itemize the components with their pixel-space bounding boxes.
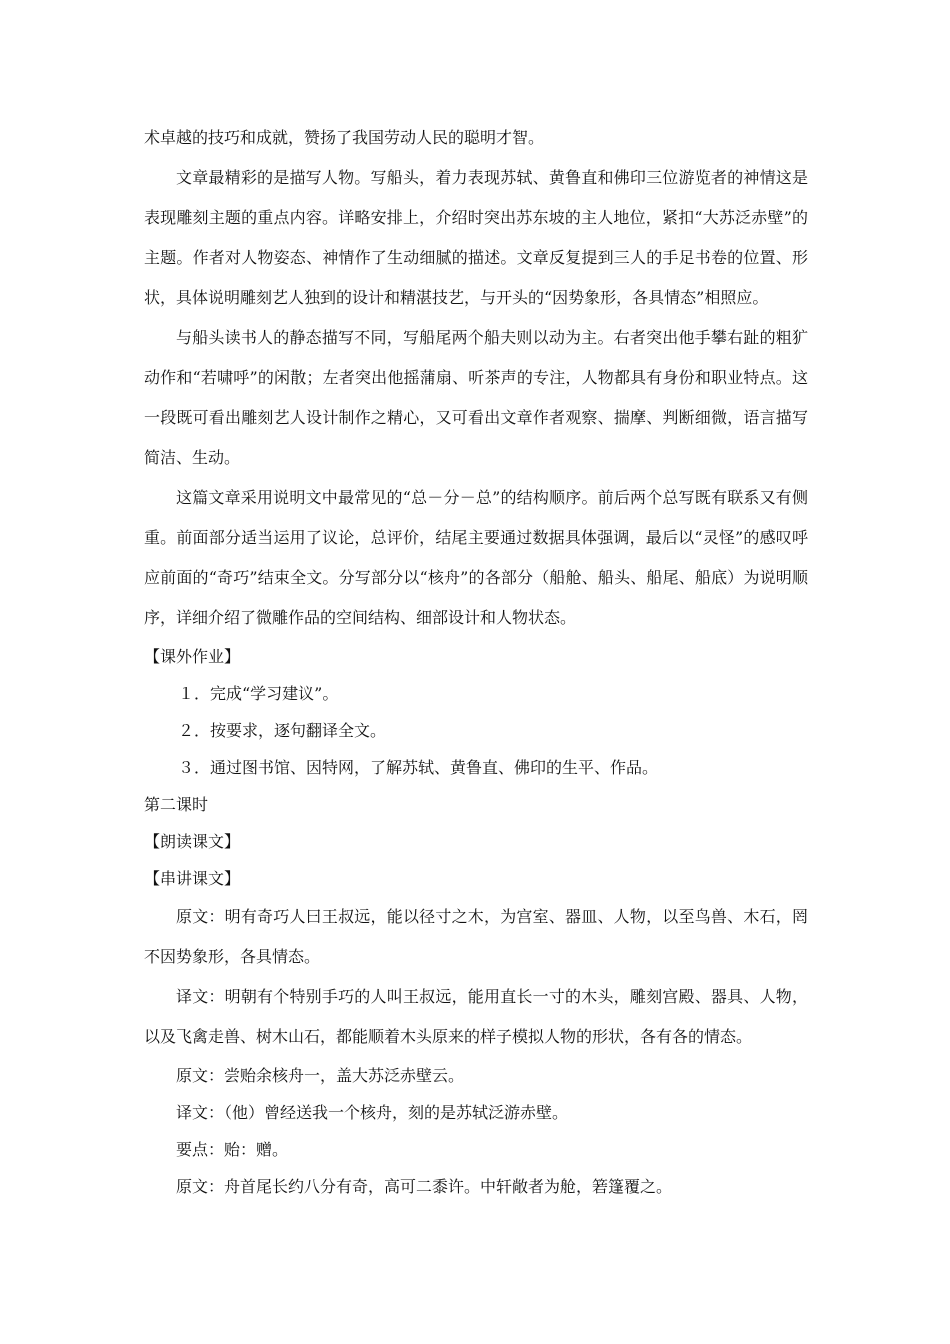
paragraph-character-description: 文章最精彩的是描写人物。写船头，着力表现苏轼、黄鲁直和佛印三位游览者的神情这是表现雕刻主题的重点内容。详略安排上，介绍时突出苏东坡的主人地位，紧扣“大苏泛赤壁”的主题。作者对人物姿态、神情作了生动细腻的描述。文章反复提到三人的手足书卷的位置、形状，具体说明雕刻艺人独到的设计和精湛技艺，与开头的“因势象形，各具情态”相照应。	[144, 168, 808, 307]
homework-item-2: ２．按要求，逐句翻译全文。	[178, 721, 387, 740]
original-text-3: 原文：舟首尾长约八分有奇，高可二黍许。中轩敞者为舱，箬篷覆之。	[176, 1177, 673, 1196]
explain-heading: 【串讲课文】	[144, 869, 241, 888]
reading-heading: 【朗读课文】	[144, 832, 241, 851]
paragraph-structure-analysis: 这篇文章采用说明文中最常见的“总－分－总”的结构顺序。前后两个总写既有联系又有侧重。前面部分适当运用了议论，总评价，结尾主要通过数据具体强调，最后以“灵怪”的感叹呼应前面的“奇巧”结束全文。分写部分以“核舟”的各部分（船舱、船头、船尾、船底）为说明顺序，详细介绍了微雕作品的空间结构、细部设计和人物状态。	[144, 488, 808, 627]
key-point-1: 要点：贻：赠。	[176, 1140, 289, 1159]
homework-item-1: １．完成“学习建议”。	[178, 684, 339, 703]
document-body	[144, 118, 808, 1205]
translation-text-1: 译文：明朝有个特别手巧的人叫王叔远，能用直长一寸的木头，雕刻宫殿、器具、人物，以及飞禽走兽、树木山石，都能顺着木头原来的样子模拟人物的形状，各有各的情态。	[144, 987, 808, 1046]
translation-text-2: 译文：（他）曾经送我一个核舟，刻的是苏轼泛游赤壁。	[176, 1103, 569, 1122]
homework-item-3: ３．通过图书馆、因特网，了解苏轼、黄鲁直、佛印的生平、作品。	[178, 758, 659, 777]
paragraph-boatmen-description: 与船头读书人的静态描写不同，写船尾两个船夫则以动为主。右者突出他手攀右趾的粗犷动作和“若啸呼”的闲散；左者突出他摇蒲扇、听茶声的专注，人物都具有身份和职业特点。这一段既可看出雕刻艺人设计制作之精心，又可看出文章作者观察、揣摩、判断细微，语言描写简洁、生动。	[144, 328, 808, 467]
original-text-2: 原文：尝贻余核舟一，盖大苏泛赤壁云。	[176, 1066, 465, 1085]
original-text-1: 原文：明有奇巧人曰王叔远，能以径寸之木，为宫室、器皿、人物，以至鸟兽、木石，罔不因势象形，各具情态。	[144, 907, 808, 966]
paragraph-continuation: 术卓越的技巧和成就，赞扬了我国劳动人民的聪明才智。	[144, 128, 545, 147]
second-lesson-title: 第二课时	[144, 795, 209, 814]
homework-heading: 【课外作业】	[144, 647, 241, 666]
